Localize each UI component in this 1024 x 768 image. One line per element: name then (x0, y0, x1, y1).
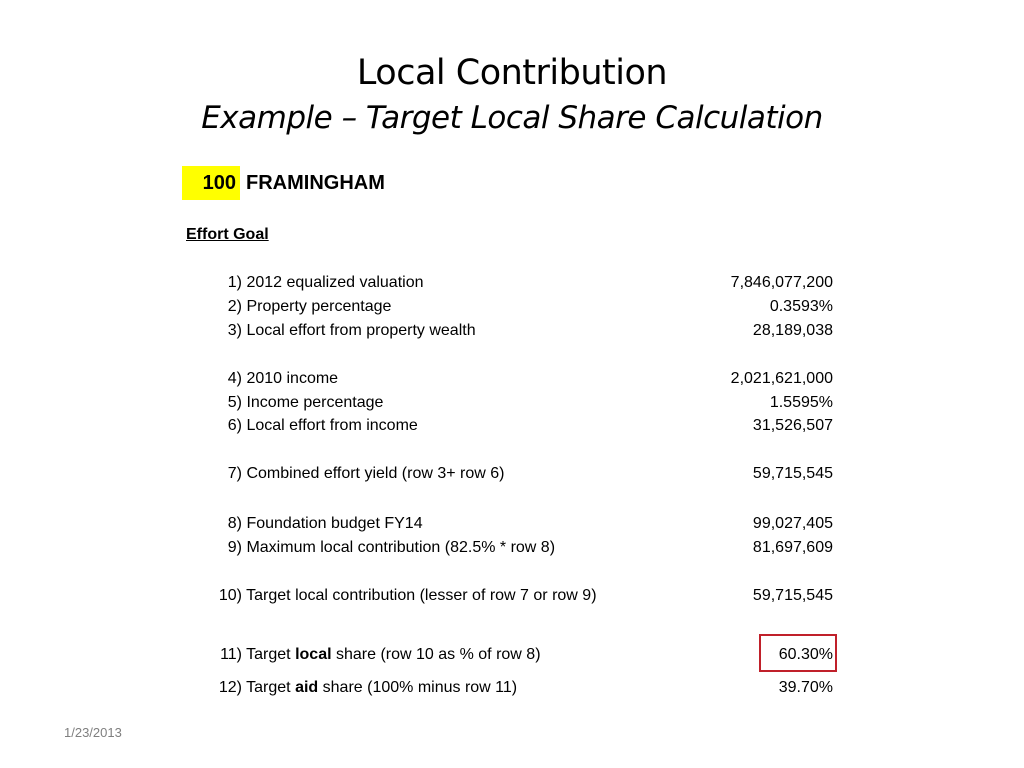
table-row (208, 462, 833, 486)
row-value: 7,846,077,200 (730, 274, 833, 291)
row-number: 2) (227, 298, 242, 315)
row-label (208, 414, 418, 438)
table-row (208, 643, 833, 667)
row-label-text: share (100% minus row 11) (318, 679, 518, 696)
slide-subtitle: Example – Target Local Share Calculation (201, 100, 823, 136)
row-label-emphasis: aid (295, 679, 319, 696)
row-value: 0.3593% (769, 298, 833, 315)
row-number: 6) (227, 417, 242, 434)
row-label (208, 536, 555, 560)
row-label (208, 584, 597, 608)
row-value: 2,021,621,000 (730, 370, 833, 387)
row-number: 3) (227, 322, 242, 339)
row-number: 8) (227, 515, 242, 532)
row-label-text: Income percentage (246, 394, 384, 411)
row-label-text: share (row 10 as % of row 8) (331, 646, 541, 663)
row-label-text: Local effort from property wealth (246, 322, 476, 339)
row-number: 4) (227, 370, 242, 387)
row-value: 39.70% (778, 679, 833, 696)
row-label-text: Target (246, 679, 296, 696)
row-value: 59,715,545 (752, 587, 833, 604)
row-label-text: Maximum local contribution (82.5% * row 8) (246, 539, 556, 556)
section-heading: Effort Goal (186, 226, 269, 243)
row-label-text: Target local contribution (lesser of row 7 or row 9) (246, 587, 597, 604)
table-row (208, 414, 833, 438)
district-code: 100 (182, 166, 240, 200)
row-value: 31,526,507 (752, 417, 833, 434)
title-block (0, 50, 1024, 140)
row-number: 1) (227, 274, 242, 291)
row-number: 12) (218, 679, 242, 696)
row-number: 10) (218, 587, 242, 604)
row-number: 11) (220, 646, 242, 663)
row-label (208, 295, 391, 319)
row-label (208, 367, 338, 391)
row-number: 7) (227, 465, 242, 482)
row-number: 5) (227, 394, 242, 411)
row-value: 99,027,405 (752, 515, 833, 532)
table-row (208, 584, 833, 608)
table-row (208, 295, 833, 319)
row-label-text: Foundation budget FY14 (246, 515, 423, 532)
row-label-text: 2012 equalized valuation (246, 274, 424, 291)
row-label-text: 2010 income (246, 370, 339, 387)
row-value: 28,189,038 (752, 322, 833, 339)
row-label (208, 319, 476, 343)
row-label (208, 512, 423, 536)
row-number: 9) (227, 539, 242, 556)
district-header (182, 166, 385, 200)
slide-title: Local Contribution (356, 53, 668, 93)
table-row (208, 512, 833, 536)
row-label (208, 462, 505, 486)
row-label-text: Local effort from income (246, 417, 418, 434)
row-value: 60.30% (778, 646, 833, 663)
row-label (208, 676, 517, 700)
row-label-text: Target (246, 646, 296, 663)
row-value: 59,715,545 (752, 465, 833, 482)
footer-date: 1/23/2013 (64, 725, 122, 740)
table-row (208, 676, 833, 700)
row-label-emphasis: local (295, 646, 332, 663)
district-name: FRAMINGHAM (246, 171, 385, 194)
row-value: 1.5595% (769, 394, 833, 411)
table-row (208, 271, 833, 295)
table-row (208, 319, 833, 343)
table-row (208, 536, 833, 560)
table-row (208, 367, 833, 391)
row-label-text: Property percentage (246, 298, 392, 315)
local-share-callout-box (759, 634, 837, 672)
row-label-text: Combined effort yield (row 3+ row 6) (246, 465, 505, 482)
table-row (208, 391, 833, 415)
row-label (208, 391, 383, 415)
row-value: 81,697,609 (752, 539, 833, 556)
row-label (208, 271, 423, 295)
row-label (208, 643, 541, 667)
